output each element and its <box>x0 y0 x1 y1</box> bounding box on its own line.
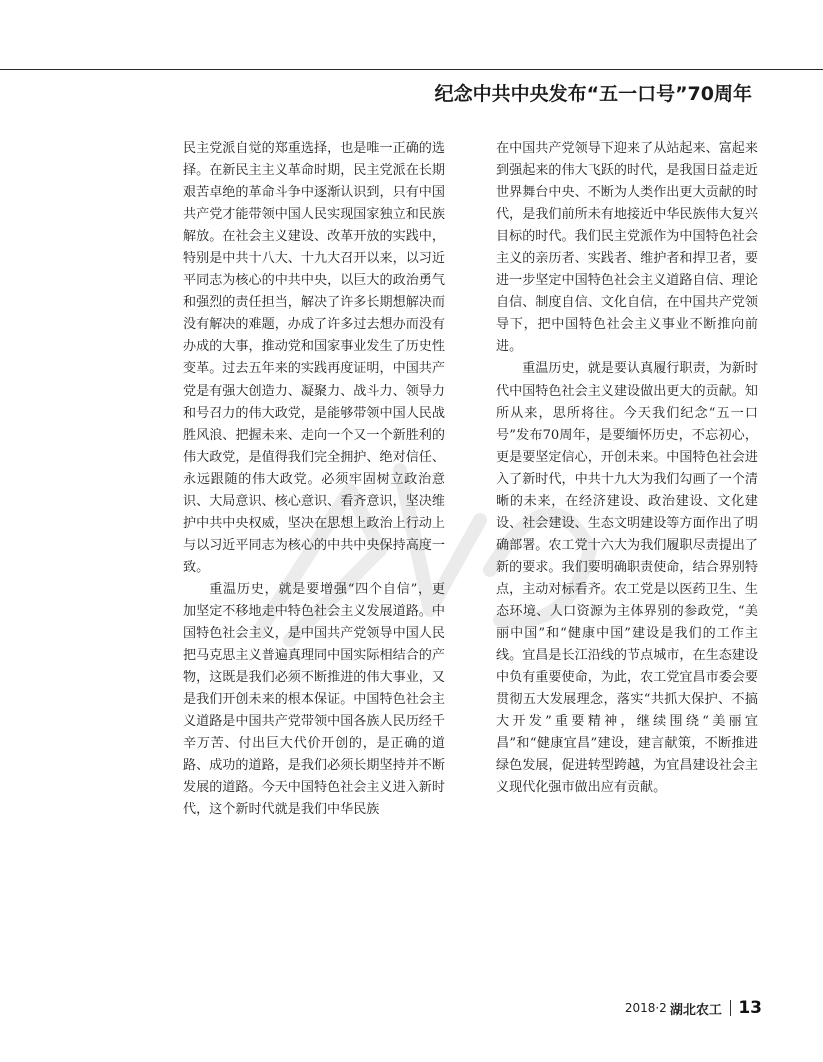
paragraph: 重温历史，就是要增强“四个自信”，更加坚定不移地走中特色社会主义发展道路。中国特色社会主义，是中国共产党领导中国人民把马克思主义普遍真理同中国实际相结合的产物，这既是我们必须不断推进的伟大事业，又是我们开创未来的根本保证。中国特色社会主义道路是中国共产党带领中国各族人民历经千辛万苦、付出巨大代价开创的，是正确的道路、成功的道路，是我们必须长期坚持并不断发展的道路。今天中国特色社会主义进入新时代，这个新时代就是我们中华民族 <box>183 581 445 818</box>
article-column-right <box>496 138 758 799</box>
issue-label: 2018·2 <box>624 1001 667 1015</box>
header-rule <box>0 69 823 70</box>
magazine-logo: 湖北农工 <box>669 1002 722 1018</box>
article-column-left <box>183 138 445 821</box>
paragraph: 民主党派自觉的郑重选择，也是唯一正确的选择。在新民主主义革命时期，民主党派在长期艰苦卓绝的革命斗争中逐渐认识到，只有中国共产党才能带领中国人民实现国家独立和民族解放。在社会主义建设、改革开放的实践中，特别是中共十八大、十九大召开以来，以习近平同志为核心的中共中央，以巨大的政治勇气和强烈的责任担当，解决了许多长期想解决而没有解决的难题，办成了许多过去想办而没有办成的大事，推动党和国家事业发生了历史性变革。过去五年来的实践再度证明，中国共产党是有强大创造力、凝聚力、战斗力、领导力和号召力的伟大政党，是能够带领中国人民战胜风浪、把握未来、走向一个又一个新胜利的伟大政党，是值得我们完全拥护、绝对信任、永远跟随的伟大政党。必须牢固树立政治意识、大局意识、核心意识、看齐意识，坚决维护中共中央权威，坚决在思想上政治上行动上与以习近平同志为核心的中共中央保持高度一致。 <box>183 141 445 575</box>
page-footer <box>625 998 762 1018</box>
page-header-title: 纪念中共中央发布“五一口号”70周年 <box>434 83 752 105</box>
page-number: 13 <box>738 998 762 1018</box>
paragraph: 在中国共产党领导下迎来了从站起来、富起来到强起来的伟大飞跃的时代，是我国日益走近世界舞台中央、不断为人类作出更大贡献的时代，是我们前所未有地接近中华民族伟大复兴目标的时代。我们民主党派作为中国特色社会主义的亲历者、实践者、维护者和捍卫者，要进一步坚定中国特色社会主义道路自信、理论自信、制度自信、文化自信，在中国共产党领导下，把中国特色社会主义事业不断推向前进。 <box>496 141 758 355</box>
paragraph: 重温历史，就是要认真履行职责，为新时代中国特色社会主义建设做出更大的贡献。知所从来，思所将往。今天我们纪念“五一口号”发布70周年，是要缅怀历史，不忘初心，更是要坚定信心，开创未来。中国特色社会进入了新时代，中共十九大为我们勾画了一个清晰的未来，在经济建设、政治建设、文化建设、社会建设、生态文明建设等方面作出了明确部署。农工党十六大为我们履职尽责提出了新的要求。我们要明确职责使命，结合界别特点，主动对标看齐。农工党是以医药卫生、生态环境、人口资源为主体界别的参政党，“美丽中国”和“健康中国”建设是我们的工作主线。宜昌是长江沿线的节点城市，在生态建设中负有重要使命，为此，农工党宜昌市委会要贯彻五大发展理念，落实“共抓大保护、不搞大开发”重要精神，继续围绕“美丽宜昌”和“健康宜昌”建设，建言献策，不断推进绿色发展，促进转型跨越，为宜昌建设社会主义现代化强市做出应有贡献。 <box>496 361 758 796</box>
footer-divider <box>730 1000 732 1016</box>
